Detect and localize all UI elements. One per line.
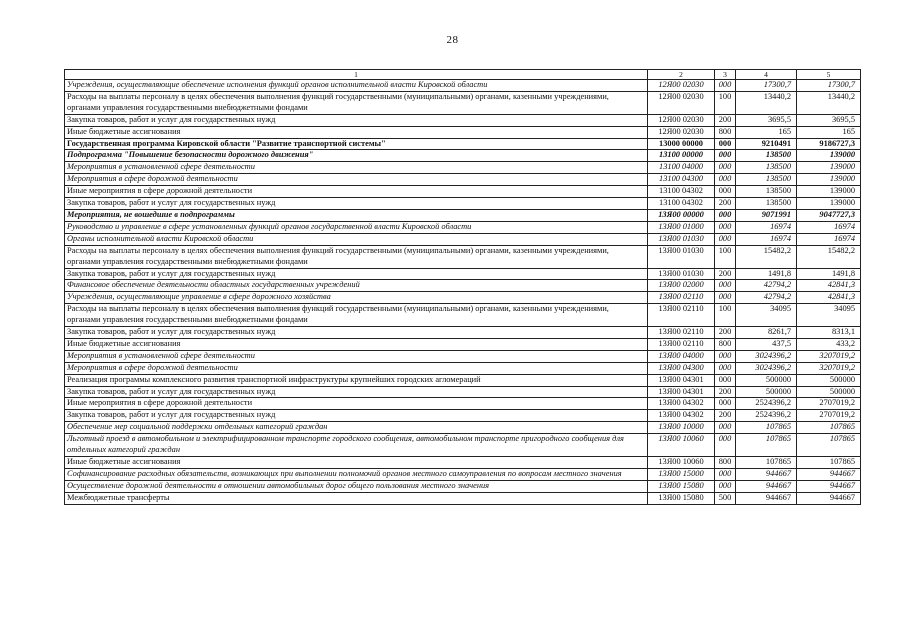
row-expense-type-cell: 800: [715, 457, 736, 469]
row-expense-type-cell: 000: [715, 209, 736, 221]
row-name-cell: Осуществление дорожной деятельности в отношении автомобильных дорог общего пользования местного значения: [65, 480, 648, 492]
row-amount-year2-cell: 944667: [797, 480, 861, 492]
table-row: [65, 150, 861, 162]
row-target-article-cell: 13Я00 01030: [648, 268, 715, 280]
table-header-row: [65, 70, 861, 80]
row-target-article-cell: 13Я00 02000: [648, 280, 715, 292]
table-row: [65, 386, 861, 398]
row-expense-type-cell: 800: [715, 126, 736, 138]
row-target-article-cell: 13Я00 10060: [648, 457, 715, 469]
table-row: [65, 245, 861, 268]
row-target-article-cell: 13Я00 04301: [648, 386, 715, 398]
row-name-cell: Мероприятия, не вошедшие в подпрограммы: [65, 209, 648, 221]
table-row: [65, 304, 861, 327]
row-target-article-cell: 13100 04302: [648, 198, 715, 210]
row-amount-year2-cell: 3695,5: [797, 114, 861, 126]
row-amount-year2-cell: 13440,2: [797, 91, 861, 114]
row-amount-year1-cell: 944667: [736, 480, 797, 492]
row-target-article-cell: 13Я00 04301: [648, 374, 715, 386]
row-amount-year1-cell: 3024396,2: [736, 362, 797, 374]
row-target-article-cell: 13Я00 01030: [648, 233, 715, 245]
row-expense-type-cell: 000: [715, 150, 736, 162]
table-row: [65, 468, 861, 480]
row-name-cell: Мероприятия в установленной сфере деятельности: [65, 350, 648, 362]
row-target-article-cell: 13Я00 10000: [648, 422, 715, 434]
row-amount-year2-cell: 17300,7: [797, 80, 861, 92]
row-name-cell: Закупка товаров, работ и услуг для государственных нужд: [65, 386, 648, 398]
header-cell: 1: [65, 70, 648, 80]
row-name-cell: Закупка товаров, работ и услуг для государственных нужд: [65, 327, 648, 339]
row-expense-type-cell: 000: [715, 362, 736, 374]
row-name-cell: Органы исполнительной власти Кировской области: [65, 233, 648, 245]
row-expense-type-cell: 200: [715, 410, 736, 422]
table-row: [65, 480, 861, 492]
row-amount-year1-cell: 13440,2: [736, 91, 797, 114]
row-amount-year1-cell: 107865: [736, 422, 797, 434]
row-amount-year1-cell: 107865: [736, 434, 797, 457]
row-name-cell: Учреждения, осуществляющие обеспечение исполнения функций органов исполнительной власти Кировской области: [65, 80, 648, 92]
row-target-article-cell: 13Я00 02110: [648, 338, 715, 350]
budget-table: [64, 69, 861, 505]
row-amount-year1-cell: 42794,2: [736, 280, 797, 292]
row-name-cell: Закупка товаров, работ и услуг для государственных нужд: [65, 114, 648, 126]
row-amount-year2-cell: 500000: [797, 374, 861, 386]
row-amount-year2-cell: 1491,8: [797, 268, 861, 280]
row-amount-year1-cell: 42794,2: [736, 292, 797, 304]
row-amount-year1-cell: 500000: [736, 386, 797, 398]
row-amount-year1-cell: 944667: [736, 468, 797, 480]
page-number: 28: [446, 34, 459, 46]
table-row: [65, 492, 861, 504]
row-expense-type-cell: 000: [715, 350, 736, 362]
row-amount-year2-cell: 15482,2: [797, 245, 861, 268]
row-name-cell: Иные бюджетные ассигнования: [65, 338, 648, 350]
row-expense-type-cell: 200: [715, 114, 736, 126]
row-amount-year2-cell: 107865: [797, 457, 861, 469]
row-name-cell: Расходы на выплаты персоналу в целях обеспечения выполнения функций государственными (муниципальными) органами, казенными учреждениями, органами управления государственными внебюджетными фондами: [65, 91, 648, 114]
row-expense-type-cell: 000: [715, 186, 736, 198]
header-cell: 5: [797, 70, 861, 80]
row-amount-year2-cell: 9047727,3: [797, 209, 861, 221]
row-amount-year2-cell: 2707019,2: [797, 398, 861, 410]
row-name-cell: Иные мероприятия в сфере дорожной деятельности: [65, 186, 648, 198]
row-expense-type-cell: 000: [715, 398, 736, 410]
row-expense-type-cell: 100: [715, 245, 736, 268]
row-name-cell: Реализация программы комплексного развития транспортной инфраструктуры крупнейших городских агломераций: [65, 374, 648, 386]
row-name-cell: Расходы на выплаты персоналу в целях обеспечения выполнения функций государственными (муниципальными) органами, казенными учреждениями, органами управления государственными внебюджетными фондами: [65, 245, 648, 268]
row-expense-type-cell: 000: [715, 374, 736, 386]
row-target-article-cell: 13100 00000: [648, 150, 715, 162]
table-row: [65, 350, 861, 362]
table-row: [65, 457, 861, 469]
table-row: [65, 80, 861, 92]
row-expense-type-cell: 200: [715, 327, 736, 339]
row-amount-year2-cell: 3207019,2: [797, 362, 861, 374]
row-amount-year2-cell: 139000: [797, 174, 861, 186]
table-row: [65, 338, 861, 350]
table-row: [65, 233, 861, 245]
row-expense-type-cell: 000: [715, 221, 736, 233]
row-expense-type-cell: 800: [715, 338, 736, 350]
row-name-cell: Закупка товаров, работ и услуг для государственных нужд: [65, 268, 648, 280]
row-amount-year1-cell: 1491,8: [736, 268, 797, 280]
row-name-cell: Подпрограмма "Повышение безопасности дорожного движения": [65, 150, 648, 162]
row-expense-type-cell: 200: [715, 198, 736, 210]
row-name-cell: Иные бюджетные ассигнования: [65, 126, 648, 138]
row-target-article-cell: 13100 04302: [648, 186, 715, 198]
table-row: [65, 114, 861, 126]
row-name-cell: Расходы на выплаты персоналу в целях обеспечения выполнения функций государственными (муниципальными) органами, казенными учреждениями, органами управления государственными внебюджетными фондами: [65, 304, 648, 327]
row-name-cell: Обеспечение мер социальной поддержки отдельных категорий граждан: [65, 422, 648, 434]
row-expense-type-cell: 000: [715, 480, 736, 492]
row-name-cell: Мероприятия в сфере дорожной деятельности: [65, 174, 648, 186]
row-target-article-cell: 13Я00 04302: [648, 398, 715, 410]
table-row: [65, 126, 861, 138]
row-amount-year2-cell: 8313,1: [797, 327, 861, 339]
row-expense-type-cell: 000: [715, 174, 736, 186]
row-amount-year1-cell: 165: [736, 126, 797, 138]
table-row: [65, 398, 861, 410]
row-name-cell: Закупка товаров, работ и услуг для государственных нужд: [65, 410, 648, 422]
row-amount-year2-cell: 16974: [797, 233, 861, 245]
row-amount-year1-cell: 34095: [736, 304, 797, 327]
table-row: [65, 434, 861, 457]
row-amount-year1-cell: 138500: [736, 150, 797, 162]
row-target-article-cell: 13Я00 02110: [648, 304, 715, 327]
row-amount-year1-cell: 15482,2: [736, 245, 797, 268]
row-amount-year1-cell: 8261,7: [736, 327, 797, 339]
header-cell: 2: [648, 70, 715, 80]
row-target-article-cell: 13Я00 01030: [648, 245, 715, 268]
row-name-cell: Государственная программа Кировской области "Развитие транспортной системы": [65, 138, 648, 150]
row-expense-type-cell: 000: [715, 434, 736, 457]
row-amount-year1-cell: 500000: [736, 374, 797, 386]
row-expense-type-cell: 100: [715, 304, 736, 327]
row-expense-type-cell: 000: [715, 233, 736, 245]
table-row: [65, 91, 861, 114]
row-amount-year1-cell: 107865: [736, 457, 797, 469]
table-row: [65, 162, 861, 174]
row-target-article-cell: 12Я00 02030: [648, 91, 715, 114]
row-amount-year2-cell: 107865: [797, 434, 861, 457]
row-amount-year2-cell: 9186727,3: [797, 138, 861, 150]
row-name-cell: Финансовое обеспечение деятельности областных государственных учреждений: [65, 280, 648, 292]
row-expense-type-cell: 200: [715, 386, 736, 398]
table-row: [65, 292, 861, 304]
row-expense-type-cell: 000: [715, 422, 736, 434]
row-amount-year1-cell: 3695,5: [736, 114, 797, 126]
row-name-cell: Льготный проезд в автомобильном и электрифицированном транспорте городского сообщения, автомобильном транспорте пригородного сообщения для отдельных категорий граждан: [65, 434, 648, 457]
row-name-cell: Межбюджетные трансферты: [65, 492, 648, 504]
row-target-article-cell: 13Я00 15080: [648, 492, 715, 504]
row-amount-year2-cell: 165: [797, 126, 861, 138]
table-row: [65, 268, 861, 280]
row-target-article-cell: 13Я00 00000: [648, 209, 715, 221]
row-amount-year2-cell: 107865: [797, 422, 861, 434]
row-amount-year2-cell: 139000: [797, 186, 861, 198]
row-amount-year2-cell: 42841,3: [797, 292, 861, 304]
header-cell: 4: [736, 70, 797, 80]
row-amount-year2-cell: 16974: [797, 221, 861, 233]
row-amount-year2-cell: 944667: [797, 468, 861, 480]
row-target-article-cell: 13Я00 04000: [648, 350, 715, 362]
row-target-article-cell: 13Я00 02110: [648, 327, 715, 339]
row-amount-year1-cell: 138500: [736, 162, 797, 174]
row-amount-year1-cell: 2524396,2: [736, 410, 797, 422]
row-expense-type-cell: 000: [715, 280, 736, 292]
table-row: [65, 327, 861, 339]
row-target-article-cell: 13Я00 04302: [648, 410, 715, 422]
row-amount-year2-cell: 139000: [797, 162, 861, 174]
row-amount-year1-cell: 138500: [736, 174, 797, 186]
table-row: [65, 410, 861, 422]
row-amount-year2-cell: 433,2: [797, 338, 861, 350]
table-row: [65, 374, 861, 386]
row-name-cell: Руководство и управление в сфере установленных функций органов государственной власти Кировской области: [65, 221, 648, 233]
row-target-article-cell: 13100 04300: [648, 174, 715, 186]
table-row: [65, 198, 861, 210]
row-amount-year2-cell: 2707019,2: [797, 410, 861, 422]
row-amount-year1-cell: 138500: [736, 198, 797, 210]
row-expense-type-cell: 100: [715, 91, 736, 114]
row-expense-type-cell: 200: [715, 268, 736, 280]
row-amount-year1-cell: 2524396,2: [736, 398, 797, 410]
row-name-cell: Софинансирование расходных обязательств, возникающих при выполнении полномочий органов местного самоуправления по вопросам местного значения: [65, 468, 648, 480]
row-target-article-cell: 13Я00 01000: [648, 221, 715, 233]
row-target-article-cell: 13Я00 15080: [648, 480, 715, 492]
table-row: [65, 174, 861, 186]
row-amount-year2-cell: 34095: [797, 304, 861, 327]
row-expense-type-cell: 000: [715, 292, 736, 304]
table-row: [65, 186, 861, 198]
row-amount-year1-cell: 944667: [736, 492, 797, 504]
row-amount-year1-cell: 17300,7: [736, 80, 797, 92]
row-amount-year1-cell: 9210491: [736, 138, 797, 150]
row-target-article-cell: 13000 00000: [648, 138, 715, 150]
row-name-cell: Закупка товаров, работ и услуг для государственных нужд: [65, 198, 648, 210]
row-amount-year2-cell: 139000: [797, 150, 861, 162]
row-amount-year2-cell: 3207019,2: [797, 350, 861, 362]
row-amount-year1-cell: 16974: [736, 233, 797, 245]
row-target-article-cell: 13Я00 10060: [648, 434, 715, 457]
table-row: [65, 138, 861, 150]
row-amount-year1-cell: 16974: [736, 221, 797, 233]
row-target-article-cell: 12Я00 02030: [648, 114, 715, 126]
row-name-cell: Мероприятия в сфере дорожной деятельности: [65, 362, 648, 374]
table-row: [65, 362, 861, 374]
row-amount-year2-cell: 139000: [797, 198, 861, 210]
row-amount-year1-cell: 3024396,2: [736, 350, 797, 362]
row-amount-year2-cell: 944667: [797, 492, 861, 504]
row-target-article-cell: 12Я00 02030: [648, 80, 715, 92]
row-target-article-cell: 13Я00 02110: [648, 292, 715, 304]
row-amount-year1-cell: 138500: [736, 186, 797, 198]
table-row: [65, 422, 861, 434]
row-expense-type-cell: 000: [715, 162, 736, 174]
table-row: [65, 221, 861, 233]
row-target-article-cell: 13Я00 04300: [648, 362, 715, 374]
row-target-article-cell: 13Я00 15000: [648, 468, 715, 480]
row-amount-year1-cell: 437,5: [736, 338, 797, 350]
row-target-article-cell: 12Я00 02030: [648, 126, 715, 138]
row-expense-type-cell: 500: [715, 492, 736, 504]
row-name-cell: Мероприятия в установленной сфере деятельности: [65, 162, 648, 174]
row-amount-year2-cell: 500000: [797, 386, 861, 398]
table-row: [65, 280, 861, 292]
row-expense-type-cell: 000: [715, 468, 736, 480]
row-target-article-cell: 13100 04000: [648, 162, 715, 174]
row-name-cell: Иные мероприятия в сфере дорожной деятельности: [65, 398, 648, 410]
row-amount-year2-cell: 42841,3: [797, 280, 861, 292]
header-cell: 3: [715, 70, 736, 80]
row-name-cell: Иные бюджетные ассигнования: [65, 457, 648, 469]
row-amount-year1-cell: 9071991: [736, 209, 797, 221]
row-name-cell: Учреждения, осуществляющие управление в сфере дорожного хозяйства: [65, 292, 648, 304]
row-expense-type-cell: 000: [715, 138, 736, 150]
table-row: [65, 209, 861, 221]
row-expense-type-cell: 000: [715, 80, 736, 92]
